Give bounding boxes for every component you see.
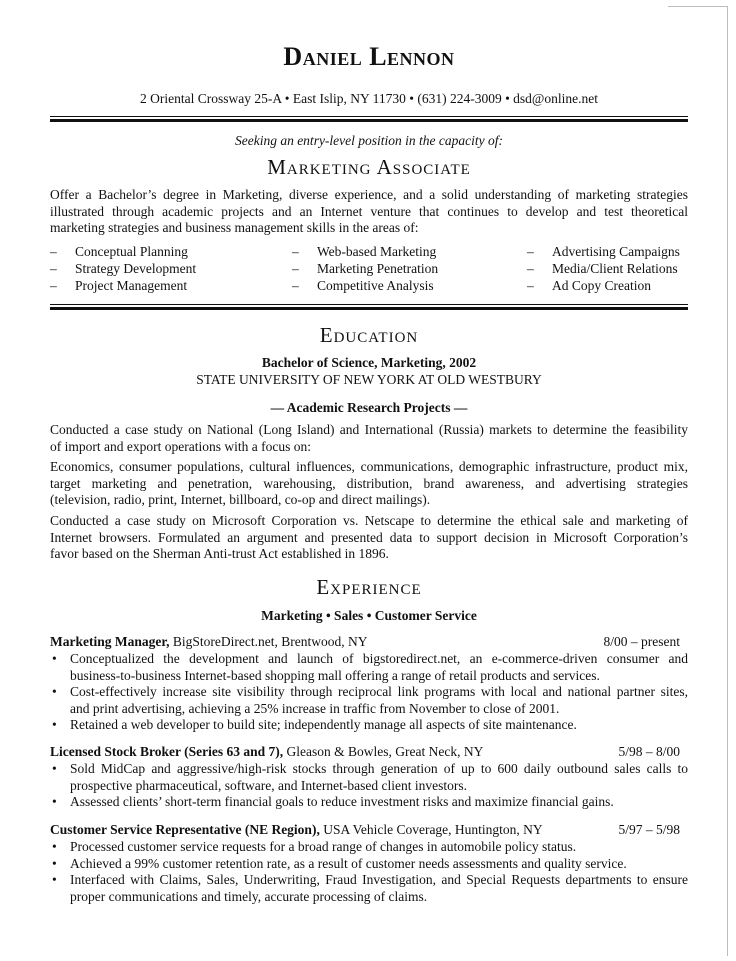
- education-heading: Education: [319, 323, 419, 347]
- header-divider-thin: [50, 116, 688, 117]
- job-bullet: • Sold MidCap and aggressive/high-risk stocks through generation of up to 600 daily outbound sales calls to prospective pharmaceutical, software, and Internet-based client investors.: [52, 761, 688, 793]
- school-name: STATE UNIVERSITY OF NEW YORK AT OLD WESTBURY: [196, 372, 542, 387]
- degree: Bachelor of Science, Marketing, 2002: [261, 355, 477, 370]
- job-entry: [50, 822, 688, 905]
- job-title: Customer Service Representative (NE Region),: [50, 822, 320, 837]
- job-dates: 5/97 – 5/98: [618, 822, 680, 837]
- job-company: BigStoreDirect.net, Brentwood, NY: [169, 634, 368, 649]
- skill-item: – Web-based Marketing: [292, 244, 437, 259]
- skill-item: – Project Management: [50, 278, 188, 293]
- job-company: USA Vehicle Coverage, Huntington, NY: [319, 822, 543, 837]
- skills-column-1: [50, 243, 196, 294]
- job-title: Marketing Manager,: [50, 634, 170, 649]
- candidate-name: Daniel Lennon: [283, 42, 455, 71]
- research-projects-label: — Academic Research Projects —: [270, 400, 468, 415]
- skill-item: – Ad Copy Creation: [527, 278, 651, 293]
- header-divider-thick: [50, 119, 688, 122]
- experience-focus: Marketing • Sales • Customer Service: [261, 608, 477, 623]
- job-bullet: • Assessed clients’ short-term financial goals to reduce investment risks and maximize financial gains.: [52, 794, 614, 809]
- job-bullet: • Processed customer service requests for a broad range of changes in automobile policy status.: [52, 839, 577, 854]
- job-entry: [50, 744, 688, 811]
- objective-intro: Seeking an entry-level position in the capacity of:: [234, 133, 504, 148]
- research-paragraph-3: Conducted a case study on Microsoft Corporation vs. Netscape to determine the ethical sale and marketing of Internet browsers. Formulated an argument and presented data to support decision in Microsoft Corporation’s favor based on the Sherman Anti-trust Act established in 1896.: [50, 513, 688, 561]
- page-border-right: [727, 6, 728, 956]
- skills-column-2: [292, 243, 438, 294]
- objective-title: Marketing Associate: [267, 155, 471, 179]
- job-header: [50, 822, 688, 839]
- skill-item: – Media/Client Relations: [527, 261, 678, 276]
- job-dates: 8/00 – present: [603, 634, 680, 649]
- experience-heading: Experience: [316, 575, 422, 599]
- job-header: [50, 744, 688, 761]
- skill-item: – Marketing Penetration: [292, 261, 439, 276]
- job-bullet: • Achieved a 99% customer retention rate, as a result of customer needs assessments and quality service.: [52, 855, 627, 871]
- contact-info: 2 Oriental Crossway 25-A • East Islip, NY 11730 • (631) 224-3009 • dsd@online.net: [140, 91, 598, 106]
- skill-item: – Conceptual Planning: [50, 244, 188, 259]
- job-dates: 5/98 – 8/00: [618, 744, 680, 759]
- job-bullet: • Cost-effectively increase site visibility through reciprocal link programs with local and national partner sites, and print advertising, achieving a 25% increase in traffic from November to close of 2001.: [52, 684, 688, 716]
- skill-item: – Advertising Campaigns: [527, 244, 680, 259]
- skill-item: – Competitive Analysis: [292, 278, 434, 293]
- summary-line: marketing strategies and business management skills in the areas of:: [50, 220, 419, 235]
- skill-item: – Strategy Development: [50, 261, 197, 276]
- job-bullet: • Conceptualized the development and launch of bigstoredirect.net, an e-commerce-driven consumer and business-to-business Internet-based shopping mall offering a range of retail products and services.: [52, 651, 688, 683]
- job-entry: [50, 634, 688, 734]
- job-bullet: • Retained a web developer to build site; independently manage all aspects of site maintenance.: [52, 717, 577, 732]
- objective-divider-thick: [50, 307, 688, 310]
- job-bullet: • Interfaced with Claims, Sales, Underwriting, Fraud Investigation, and Special Requests departments to ensure proper communications and timely, accurate processing of claims.: [52, 872, 688, 904]
- page-border-top: [668, 6, 728, 7]
- objective-summary: [50, 187, 688, 237]
- summary-line: Offer a Bachelor’s degree in Marketing, diverse experience, and a solid understanding of marketing strategies: [50, 187, 688, 202]
- job-title: Licensed Stock Broker (Series 63 and 7),: [50, 744, 284, 759]
- job-header: [50, 634, 688, 651]
- summary-line: illustrated through academic projects and an Internet venture that continues to develop and test theoretical: [50, 203, 688, 219]
- job-company: Gleason & Bowles, Great Neck, NY: [283, 744, 484, 759]
- research-paragraph-1: Conducted a case study on National (Long Island) and International (Russia) markets to determine the feasibility of import and export operations with a focus on:: [50, 422, 688, 454]
- research-paragraph-2: Economics, consumer populations, cultural influences, communications, demographic infrastructure, product mix, target marketing and penetration, warehousing, distribution, brand awareness, and advertising strategies (television, radio, print, Internet, billboard, co-op and direct mailings).: [50, 459, 688, 507]
- skills-column-3: [527, 243, 680, 294]
- objective-divider-thin: [50, 304, 688, 305]
